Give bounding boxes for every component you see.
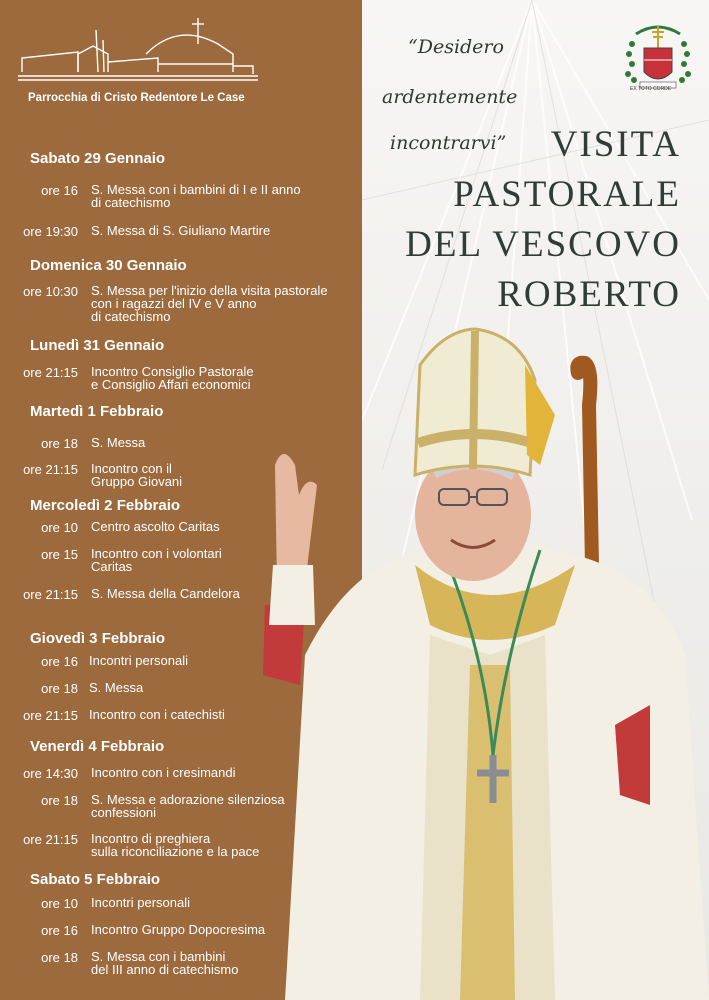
event-desc: Incontro con i volontari Caritas <box>91 546 222 574</box>
day-heading: Lunedì 31 Gennaio <box>30 337 165 354</box>
parish-name: Parrocchia di Cristo Redentore Le Case <box>28 92 245 104</box>
event-time: ore 15 <box>41 547 78 562</box>
event-time: ore 18 <box>41 681 78 696</box>
event-time: ore 19:30 <box>23 224 78 239</box>
event-time: ore 18 <box>41 950 78 965</box>
day-heading: Domenica 30 Gennaio <box>30 257 187 274</box>
bishop-photo <box>255 325 709 1000</box>
motto-line: “Desidero <box>408 36 504 58</box>
event-desc: Incontro con i catechisti <box>89 707 225 722</box>
event-time: ore 21:15 <box>23 365 78 380</box>
event-desc: Incontro Consiglio Pastorale e Consiglio Affari economici <box>91 364 254 392</box>
event-time: ore 21:15 <box>23 832 78 847</box>
event-time: ore 10 <box>41 520 78 535</box>
event-desc: Incontro di preghiera sulla riconciliazione e la pace <box>91 831 260 859</box>
title-line: PASTORALE <box>453 174 681 215</box>
event-desc: S. Messa con i bambini del III anno di catechismo <box>91 949 239 977</box>
event-desc: S. Messa e adorazione silenziosa confessioni <box>91 792 285 820</box>
day-heading: Giovedì 3 Febbraio <box>30 630 166 647</box>
motto-line: ardentemente <box>382 86 518 108</box>
day-heading: Martedì 1 Febbraio <box>30 403 164 420</box>
motto-line: incontrarvi” <box>390 132 507 154</box>
event-desc: S. Messa di S. Giuliano Martire <box>91 223 271 238</box>
event-time: ore 18 <box>41 793 78 808</box>
event-time: ore 16 <box>41 654 78 669</box>
event-desc: S. Messa <box>91 435 146 450</box>
event-desc: S. Messa <box>89 680 144 695</box>
event-desc: Centro ascolto Caritas <box>91 519 220 534</box>
title-line: VISITA <box>550 124 681 165</box>
day-heading: Mercoledì 2 Febbraio <box>30 497 181 514</box>
event-time: ore 14:30 <box>23 766 78 781</box>
day-heading: Sabato 29 Gennaio <box>30 150 166 167</box>
event-time: ore 18 <box>41 436 78 451</box>
event-desc: Incontri personali <box>91 895 190 910</box>
title-line: ROBERTO <box>497 274 681 315</box>
event-desc: Incontro con il Gruppo Giovani <box>91 461 183 489</box>
event-desc: Incontro Gruppo Dopocresima <box>91 922 266 937</box>
event-time: ore 10 <box>41 896 78 911</box>
event-desc: Incontro con i cresimandi <box>91 765 236 780</box>
event-time: ore 21:15 <box>23 462 78 477</box>
day-heading: Sabato 5 Febbraio <box>30 871 161 888</box>
day-heading: Venerdì 4 Febbraio <box>30 738 165 755</box>
event-time: ore 21:15 <box>23 587 78 602</box>
crest-motto: EX TOTO CORDE <box>630 86 672 92</box>
event-desc: Incontri personali <box>89 653 188 668</box>
title-line: DEL VESCOVO <box>405 224 681 265</box>
event-time: ore 16 <box>41 183 78 198</box>
church-logo <box>18 14 258 94</box>
event-time: ore 21:15 <box>23 708 78 723</box>
event-time: ore 10:30 <box>23 284 78 299</box>
event-time: ore 16 <box>41 923 78 938</box>
event-desc: S. Messa della Candelora <box>91 586 240 601</box>
event-desc: S. Messa per l'inizio della visita pastorale con i ragazzi del IV e V anno di catechismo <box>91 283 328 324</box>
event-desc: S. Messa con i bambini di I e II anno di catechismo <box>91 182 301 210</box>
